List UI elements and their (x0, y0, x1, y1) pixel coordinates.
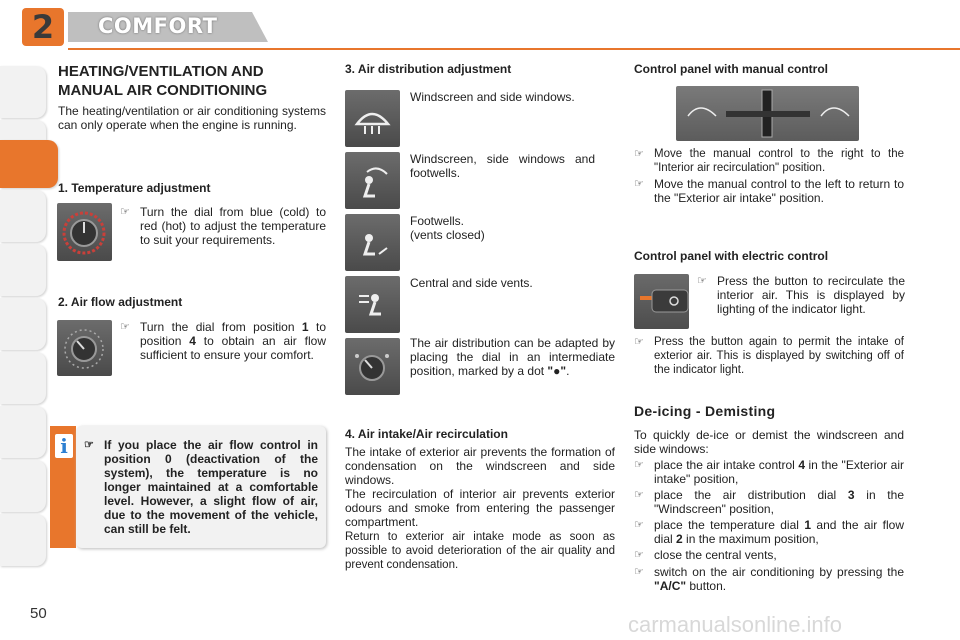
bullet-icon: ☞ (634, 519, 644, 531)
distribution-item-3 (410, 214, 595, 242)
chapter-tab-7[interactable] (0, 406, 46, 458)
bullet-icon: ☞ (120, 206, 130, 218)
bullet-icon: ☞ (634, 489, 644, 501)
electric-instruction-1 (697, 274, 905, 316)
windscreen-footwell-icon (345, 152, 400, 209)
temperature-bullet-text: Turn the dial from blue (cold) to red (hot) to adjust the temperature to suit your requirements. (140, 205, 326, 247)
temperature-instruction (120, 205, 326, 247)
airflow-position-1: 1 (301, 320, 309, 334)
bullet-icon: ☞ (634, 336, 644, 348)
chapter-tab-spacer (0, 120, 46, 140)
step-3-number-2: 2 (676, 532, 683, 546)
step-3-number: 1 (804, 518, 812, 532)
dial-dot-mark: "●" (547, 364, 567, 378)
header-rule (68, 48, 960, 50)
chapter-title: COMFORT (98, 14, 218, 38)
deicing-step-2-text (654, 488, 904, 516)
manual-control-image (676, 86, 859, 141)
chapter-tab-8[interactable] (0, 460, 46, 512)
airflow-instruction (120, 320, 326, 362)
airflow-heading: 2. Air flow adjustment (58, 295, 183, 309)
info-icon: i (55, 434, 73, 458)
electric-control-image (634, 274, 689, 329)
recirc-paragraph-2: The recirculation of interior air prevents exterior odours and smoke from entering the passenger compartment. (345, 487, 615, 529)
bullet-icon: ☞ (634, 459, 644, 471)
footwell-mode-image (345, 214, 400, 271)
manual-panel-heading: Control panel with manual control (634, 62, 829, 76)
info-note-text (104, 438, 318, 536)
chapter-tab-3[interactable] (0, 190, 46, 242)
deicing-step-1-text (654, 458, 904, 486)
deicing-step-1 (634, 458, 904, 486)
temperature-dial-image (57, 203, 112, 261)
chapter-tab-4[interactable] (0, 244, 46, 296)
step-1-pre: place the air intake control (654, 458, 799, 472)
recirc-paragraph-1: The intake of exterior air prevents the formation of condensation on the windscreen and side windows. (345, 445, 615, 487)
deicing-step-4-text: close the central vents, (654, 548, 777, 562)
recirc-heading: 4. Air intake/Air recirculation (345, 427, 508, 441)
airflow-bullet-text (140, 320, 326, 362)
step-1-post: in the "Exterior air intake" position, (654, 458, 905, 486)
electric-panel-heading: Control panel with electric control (634, 249, 829, 263)
recirc-paragraph-3: Return to exterior air intake mode as soon as possible to avoid deterioration of the air quality and prevent condensation. (345, 531, 615, 571)
watermark: carmanualsonline.info (628, 612, 843, 637)
vents-closed-label: (vents closed) (410, 228, 485, 242)
deicing-step-5-text (654, 565, 904, 593)
dial-intermediate-text (410, 336, 615, 378)
manual-instruction-1 (634, 147, 904, 175)
bullet-icon: ☞ (634, 148, 644, 160)
distribution-item-1: Windscreen and side windows. (410, 90, 575, 104)
chapter-tab-5[interactable] (0, 298, 46, 350)
heading-line-2: MANUAL AIR CONDITIONING (58, 82, 268, 99)
bullet-icon: ☞ (634, 178, 644, 190)
manual-bullet-1-text: Move the manual control to the right to the "Interior air recirculation" position. (654, 148, 904, 174)
chapter-tab-6[interactable] (0, 352, 46, 404)
distribution-item-2: Windscreen, side windows and footwells. (410, 152, 595, 180)
bullet-icon: ☞ (697, 275, 707, 287)
step-5-pre: switch on the air conditioning by pressing the (654, 565, 904, 579)
distribution-dial-image (345, 338, 400, 395)
airflow-text-pre: Turn the dial from position (140, 320, 302, 334)
step-3-pre: place the temperature dial (654, 518, 805, 532)
deicing-heading: De-icing - Demisting (634, 403, 776, 419)
footwell-icon (345, 214, 400, 271)
info-position-0: 0 (164, 452, 172, 466)
dial-text-end: . (566, 364, 570, 378)
deicing-step-4 (634, 548, 904, 562)
deicing-step-2 (634, 488, 904, 516)
electric-bullet-2-text: Press the button again to permit the intake of exterior air. This is displayed by switching off of the indicator light. (654, 336, 904, 376)
recirculation-button-icon (634, 274, 689, 329)
step-3-post: in the maximum position, (682, 532, 819, 546)
airflow-text-post: to obtain an air flow sufficient to ensure your comfort. (140, 334, 326, 362)
temperature-dial-icon (57, 203, 112, 261)
deicing-intro: To quickly de-ice or demist the windscreen and side windows: (634, 428, 904, 456)
manual-bullet-2-text: Move the manual control to the left to return to the "Exterior air intake" position. (654, 177, 904, 205)
electric-bullet-1-text: Press the button to recirculate the interior air. This is displayed by lighting of the indicator light. (717, 274, 905, 316)
step-2-post: in the "Windscreen" position, (654, 488, 904, 516)
recirculation-slider-icon (676, 86, 859, 141)
info-box (76, 426, 326, 548)
heading-line-1: HEATING/VENTILATION AND (58, 63, 264, 80)
info-text-post: (deactivation of the system), the temperature is no longer maintained at a comfortable level. However, a slight flow of air, due to the movement of the vehicle, can still be felt. (104, 452, 318, 536)
bullet-icon: ☞ (120, 321, 130, 333)
step-3-mid: and the air flow dial (654, 518, 904, 546)
electric-instruction-2 (634, 335, 904, 377)
windscreen-feet-mode-image (345, 152, 400, 209)
deicing-step-3-text (654, 518, 904, 546)
distribution-dial-icon (345, 338, 400, 395)
dial-text: The air distribution can be adapted by placing the dial in an intermediate position, marked by a dot (410, 336, 615, 378)
chapter-number-badge: 2 (22, 8, 64, 46)
windscreen-mode-image (345, 90, 400, 147)
info-note (84, 438, 318, 536)
chapter-tab-1[interactable] (0, 66, 46, 118)
step-5-post: button. (686, 579, 727, 593)
distribution-heading: 3. Air distribution adjustment (345, 62, 512, 76)
bullet-icon: ☞ (634, 566, 644, 578)
deicing-step-3 (634, 518, 904, 546)
windscreen-demist-icon (345, 90, 400, 147)
manual-instruction-2 (634, 177, 904, 205)
distribution-item-4: Central and side vents. (410, 276, 533, 290)
intro-text: The heating/ventilation or air conditioning systems can only operate when the engine is running. (58, 104, 326, 132)
info-text-pre: If you place the air flow control in position (104, 438, 318, 466)
bullet-icon: ☞ (634, 549, 644, 561)
section-heading (58, 62, 328, 100)
airflow-dial-image (57, 320, 112, 376)
step-2-pre: place the air distribution dial (654, 488, 848, 502)
page-number: 50 (30, 605, 47, 622)
airflow-position-4: 4 (189, 334, 196, 348)
airflow-text-mid: to position (140, 320, 327, 348)
bullet-icon: ☞ (84, 439, 94, 451)
central-vents-icon (345, 276, 400, 333)
deicing-step-5 (634, 565, 904, 593)
airflow-dial-icon (57, 320, 112, 376)
ac-button-label: "A/C" (654, 579, 687, 593)
chapter-tab-9[interactable] (0, 514, 46, 566)
footwell-label: Footwells. (410, 214, 465, 228)
chapter-tab-2-active[interactable] (0, 140, 58, 188)
vents-mode-image (345, 276, 400, 333)
temperature-heading: 1. Temperature adjustment (58, 181, 211, 195)
step-2-number: 3 (847, 488, 855, 502)
step-1-number: 4 (798, 458, 805, 472)
